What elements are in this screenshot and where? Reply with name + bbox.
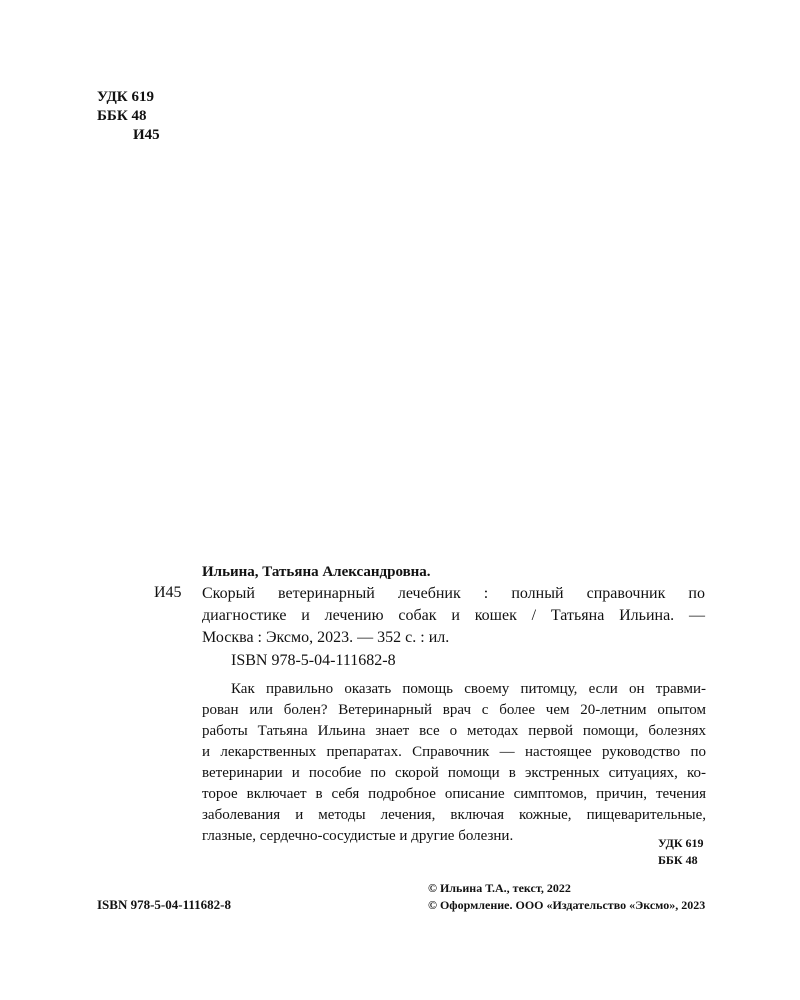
top-author-sign: И45 (133, 127, 160, 143)
card-author-sign: И45 (154, 584, 182, 601)
card-isbn: ISBN 978-5-04-111682-8 (231, 652, 396, 669)
annotation-line: и лекарственных препаратах. Справочник — настоящее руководство по (202, 744, 706, 760)
annotation-line: торое включает в себя подробное описание симптомов, причин, течения (202, 786, 706, 802)
description-line: диагностике и лечению собак и кошек / Татьяна Ильина. — (202, 607, 705, 624)
copyright-text: © Ильина Т.А., текст, 2022 (428, 881, 571, 895)
card-author: Ильина, Татьяна Александровна. (202, 564, 431, 580)
card-bbk: ББК 48 (658, 853, 698, 867)
card-udk: УДК 619 (658, 836, 704, 850)
annotation-line: ветеринарии и пособие по скорой помощи в экстренных ситуациях, ко- (202, 765, 706, 781)
description-line: Скорый ветеринарный лечебник : полный справочник по (202, 585, 705, 602)
annotation-line: Как правильно оказать помощь своему питомцу, если он травми- (231, 681, 706, 697)
annotation-line: работы Татьяна Ильина знает все о методах первой помощи, болезнях (202, 723, 706, 739)
annotation-line: рован или болен? Ветеринарный врач с более чем 20-летним опытом (202, 702, 706, 718)
copyright-design: © Оформление. ООО «Издательство «Эксмо», 2023 (428, 898, 706, 912)
annotation-line: заболевания и методы лечения, включая кожные, пищеварительные, (202, 807, 706, 823)
top-udk: УДК 619 (97, 89, 154, 105)
top-bbk: ББК 48 (97, 108, 147, 124)
footer-isbn: ISBN 978-5-04-111682-8 (97, 897, 231, 912)
description-line: Москва : Эксмо, 2023. — 352 с. : ил. (202, 629, 450, 646)
annotation-line: глазные, сердечно-сосудистые и другие болезни. (202, 828, 514, 844)
